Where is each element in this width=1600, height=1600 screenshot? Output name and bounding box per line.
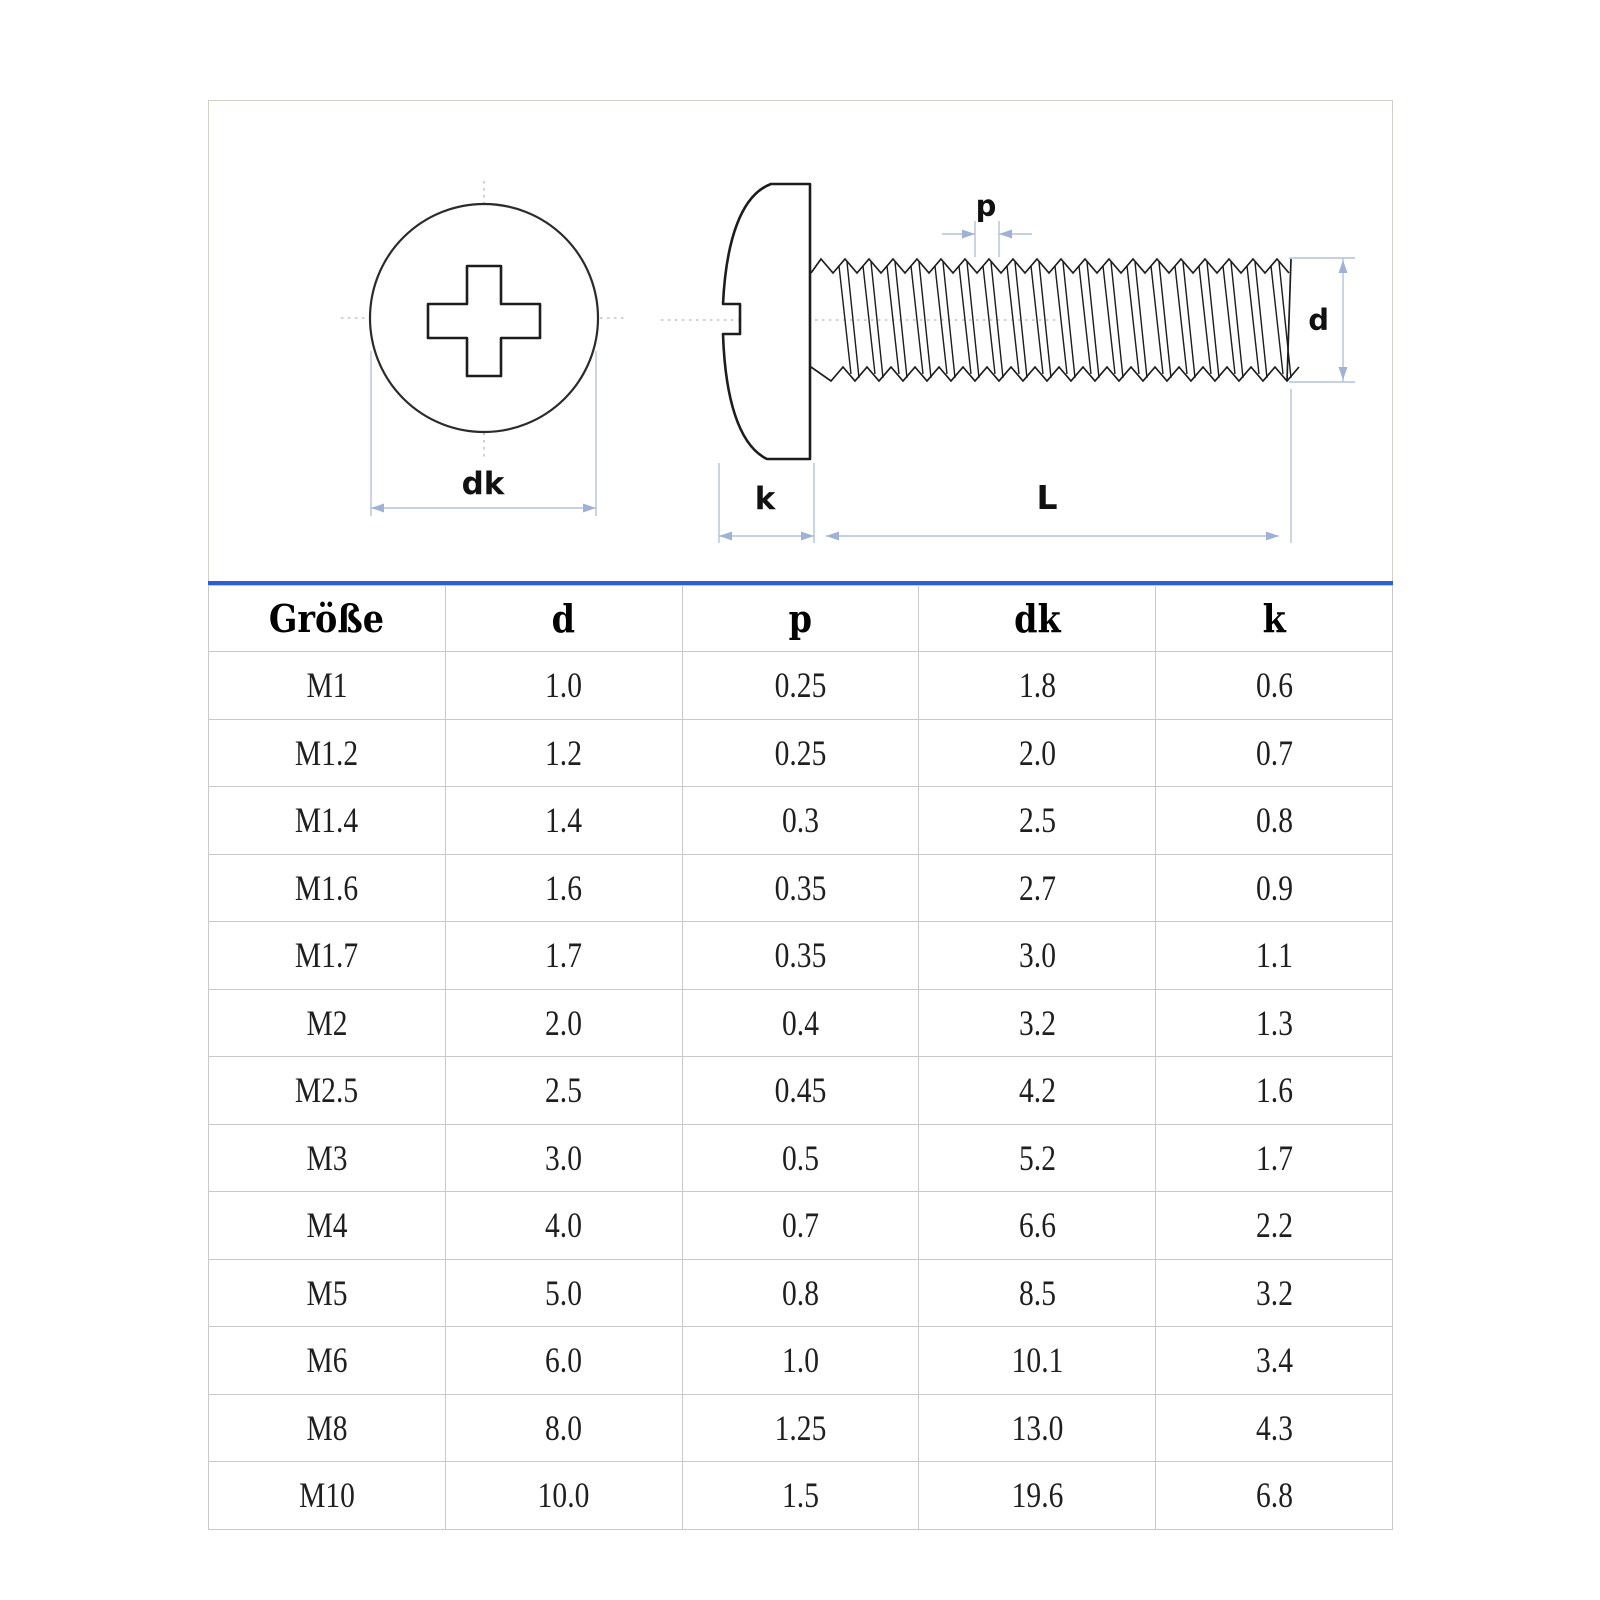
table-cell: M6 xyxy=(209,1327,446,1395)
table-cell: 6.0 xyxy=(445,1327,682,1395)
pan-head-profile xyxy=(723,184,810,459)
table-cell: 0.5 xyxy=(682,1124,919,1192)
table-row xyxy=(209,1259,1393,1327)
p-dimension xyxy=(942,189,1032,257)
screw-side-view xyxy=(723,184,1299,459)
spec-table-wrap xyxy=(208,585,1393,1530)
technical-drawing-panel xyxy=(208,100,1393,582)
table-cell: 1.7 xyxy=(1156,1124,1393,1192)
table-cell: 1.3 xyxy=(1156,989,1393,1057)
table-cell: 6.6 xyxy=(919,1192,1156,1260)
table-row xyxy=(209,922,1393,990)
arrow-left-icon xyxy=(371,504,384,513)
table-cell: 0.9 xyxy=(1156,854,1393,922)
table-cell: 0.3 xyxy=(682,787,919,855)
table-cell: 3.2 xyxy=(919,989,1156,1057)
table-cell: 3.4 xyxy=(1156,1327,1393,1395)
table-cell: 0.8 xyxy=(1156,787,1393,855)
arrow-right-icon xyxy=(1266,532,1279,541)
table-row xyxy=(209,652,1393,720)
table-cell: 1.7 xyxy=(445,922,682,990)
column-header: Größe xyxy=(209,586,446,652)
column-header: p xyxy=(682,586,919,652)
table-cell: M5 xyxy=(209,1259,446,1327)
table-cell: 8.0 xyxy=(445,1394,682,1462)
table-cell: 0.45 xyxy=(682,1057,919,1125)
thread-top-edge xyxy=(811,259,1289,273)
table-cell: 0.7 xyxy=(682,1192,919,1260)
arrow-right-icon xyxy=(801,532,814,541)
table-cell: M1.7 xyxy=(209,922,446,990)
thread-bottom-edge xyxy=(811,367,1299,381)
table-cell: 1.8 xyxy=(919,652,1156,720)
table-row xyxy=(209,787,1393,855)
table-cell: 2.2 xyxy=(1156,1192,1393,1260)
table-cell: M8 xyxy=(209,1394,446,1462)
table-cell: M3 xyxy=(209,1124,446,1192)
table-cell: 19.6 xyxy=(919,1462,1156,1530)
table-row xyxy=(209,1462,1393,1530)
table-row xyxy=(209,989,1393,1057)
table-cell: M10 xyxy=(209,1462,446,1530)
table-cell: M2 xyxy=(209,989,446,1057)
arrow-right-icon xyxy=(583,504,596,513)
table-cell: 1.0 xyxy=(682,1327,919,1395)
table-cell: 0.4 xyxy=(682,989,919,1057)
table-cell: M1 xyxy=(209,652,446,720)
table-cell: 10.1 xyxy=(919,1327,1156,1395)
table-row xyxy=(209,854,1393,922)
table-cell: M2.5 xyxy=(209,1057,446,1125)
table-cell: 2.0 xyxy=(919,719,1156,787)
column-header: d xyxy=(445,586,682,652)
d-label: d xyxy=(1308,303,1329,337)
table-cell: 13.0 xyxy=(919,1394,1156,1462)
table-cell: 0.35 xyxy=(682,922,919,990)
arrow-up-icon xyxy=(1339,260,1348,273)
table-row xyxy=(209,1327,1393,1395)
table-cell: 1.6 xyxy=(445,854,682,922)
table-cell: 3.2 xyxy=(1156,1259,1393,1327)
table-cell: 4.2 xyxy=(919,1057,1156,1125)
arrow-left-icon xyxy=(719,532,732,541)
table-cell: 4.0 xyxy=(445,1192,682,1260)
column-header: k xyxy=(1156,586,1393,652)
L-label: L xyxy=(1036,478,1058,517)
arrow-right-icon xyxy=(962,230,975,239)
L-dimension xyxy=(826,389,1291,543)
table-row xyxy=(209,1124,1393,1192)
table-cell: 1.25 xyxy=(682,1394,919,1462)
table-body xyxy=(209,652,1393,1530)
table-row xyxy=(209,1192,1393,1260)
table-cell: 2.7 xyxy=(919,854,1156,922)
table-cell: 8.5 xyxy=(919,1259,1156,1327)
d-dimension xyxy=(1289,258,1355,382)
table-cell: 0.25 xyxy=(682,719,919,787)
table-cell: 1.1 xyxy=(1156,922,1393,990)
screw-head-top-view xyxy=(370,204,598,432)
table-cell: 5.0 xyxy=(445,1259,682,1327)
p-label: p xyxy=(975,189,997,223)
arrow-left-icon xyxy=(999,230,1012,239)
table-cell: 2.5 xyxy=(445,1057,682,1125)
table-row xyxy=(209,1394,1393,1462)
spec-table xyxy=(208,585,1393,1530)
table-cell: 2.0 xyxy=(445,989,682,1057)
table-row xyxy=(209,719,1393,787)
table-cell: 5.2 xyxy=(919,1124,1156,1192)
table-cell: 10.0 xyxy=(445,1462,682,1530)
table-cell: 3.0 xyxy=(445,1124,682,1192)
table-cell: M1.6 xyxy=(209,854,446,922)
k-dimension xyxy=(719,463,814,543)
table-cell: 3.0 xyxy=(919,922,1156,990)
table-cell: 1.6 xyxy=(1156,1057,1393,1125)
table-cell: 6.8 xyxy=(1156,1462,1393,1530)
table-cell: 0.8 xyxy=(682,1259,919,1327)
table-cell: 4.3 xyxy=(1156,1394,1393,1462)
table-cell: M1.4 xyxy=(209,787,446,855)
table-cell: M4 xyxy=(209,1192,446,1260)
table-row xyxy=(209,1057,1393,1125)
dk-label: dk xyxy=(461,466,505,502)
table-cell: 0.35 xyxy=(682,854,919,922)
table-cell: 0.6 xyxy=(1156,652,1393,720)
screw-diagram xyxy=(209,101,1392,582)
table-cell: 1.2 xyxy=(445,719,682,787)
table-cell: 1.5 xyxy=(682,1462,919,1530)
table-cell: 0.7 xyxy=(1156,719,1393,787)
table-cell: 1.0 xyxy=(445,652,682,720)
header-row xyxy=(209,586,1393,652)
arrow-down-icon xyxy=(1339,367,1348,380)
table-cell: 1.4 xyxy=(445,787,682,855)
table-cell: 2.5 xyxy=(919,787,1156,855)
column-header: dk xyxy=(919,586,1156,652)
k-label: k xyxy=(754,481,776,517)
table-cell: 0.25 xyxy=(682,652,919,720)
arrow-left-icon xyxy=(826,532,839,541)
table-cell: M1.2 xyxy=(209,719,446,787)
